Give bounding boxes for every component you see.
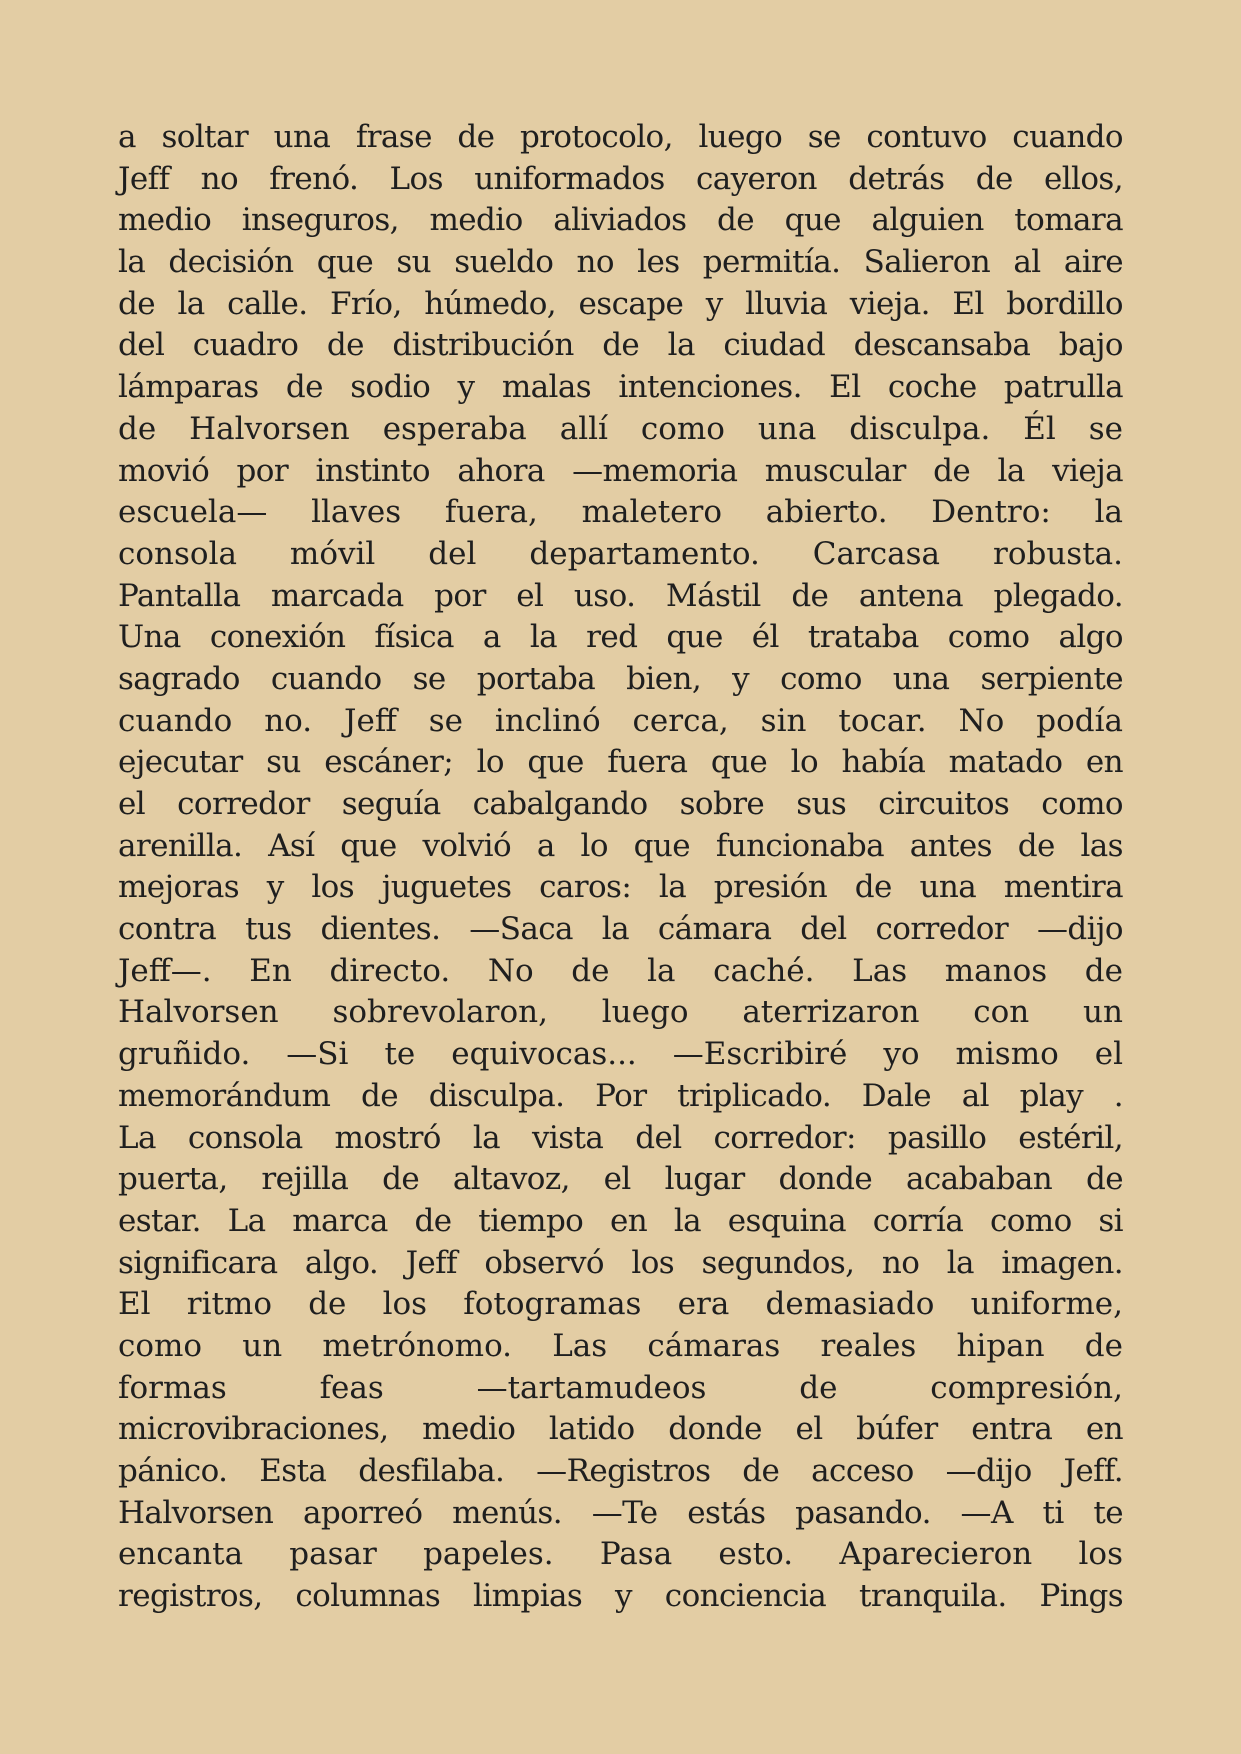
text-line: Pantalla marcada por el uso. Mástil de antena plegado. [118,577,1123,614]
text-line: pánico. Esta desfilaba. —Registros de acceso —dijo Jeff. [118,1453,1123,1489]
text-line: movió por instinto ahora —memoria muscular de la vieja [118,452,1123,489]
text-line: Una conexión física a la red que él trataba como algo [118,619,1123,656]
text-line: contra tus dientes. —Saca la cámara del corredor —dijo [118,911,1123,948]
text-line: la decisión que su sueldo no les permitía. Salieron al aire [118,244,1123,281]
text-line: Halvorsen sobrevolaron, luego aterrizaron con un [118,994,1123,1031]
body-paragraph [118,117,1123,1618]
text-line: gruñido. —Si te equivocas... —Escribiré yo mismo el [118,1036,1123,1073]
text-line: cuando no. Jeff se inclinó cerca, sin tocar. No podía [118,702,1123,739]
text-line: Halvorsen aporreó menús. —Te estás pasando. —A ti te [118,1494,1123,1531]
text-line: medio inseguros, medio aliviados de que alguien tomara [118,202,1123,239]
text-line: arenilla. Así que volvió a lo que funcionaba antes de las [118,827,1123,864]
text-line: lámparas de sodio y malas intenciones. El coche patrulla [118,369,1123,406]
text-line: escuela— llaves fuera, maletero abierto. Dentro: la [118,494,1123,531]
text-line: del cuadro de distribución de la ciudad descansaba bajo [118,327,1123,364]
text-line: de Halvorsen esperaba allí como una disculpa. Él se [118,410,1123,447]
text-line: de la calle. Frío, húmedo, escape y lluvia vieja. El bordillo [118,285,1123,322]
text-line: memorándum de disculpa. Por triplicado. Dale al play . [118,1077,1123,1114]
text-line: puerta, rejilla de altavoz, el lugar donde acababan de [118,1161,1123,1198]
document-page [118,117,1123,1618]
text-line: El ritmo de los fotogramas era demasiado uniforme, [118,1286,1123,1323]
text-line: sagrado cuando se portaba bien, y como una serpiente [118,660,1123,697]
text-line: significara algo. Jeff observó los segundos, no la imagen. [118,1244,1123,1281]
text-line: Jeff—. En directo. No de la caché. Las manos de [118,952,1123,989]
text-line: registros, columnas limpias y conciencia tranquila. Pings [118,1578,1123,1615]
text-line: mejoras y los juguetes caros: la presión de una mentira [118,869,1123,906]
text-line: encanta pasar papeles. Pasa esto. Aparecieron los [118,1536,1123,1573]
text-line: La consola mostró la vista del corredor: pasillo estéril, [118,1119,1123,1156]
text-line: Jeff no frenó. Los uniformados cayeron detrás de ellos, [118,160,1123,197]
text-line: ejecutar su escáner; lo que fuera que lo había matado en [118,744,1123,781]
text-line: estar. La marca de tiempo en la esquina corría como si [118,1202,1123,1239]
text-line: el corredor seguía cabalgando sobre sus circuitos como [118,786,1123,822]
text-line: consola móvil del departamento. Carcasa robusta. [118,535,1123,572]
text-line: microvibraciones, medio latido donde el búfer entra en [118,1411,1123,1448]
text-line: formas feas —tartamudeos de compresión, [118,1369,1123,1406]
text-line: como un metrónomo. Las cámaras reales hipan de [118,1327,1123,1364]
text-line: a soltar una frase de protocolo, luego se contuvo cuando [118,119,1123,155]
